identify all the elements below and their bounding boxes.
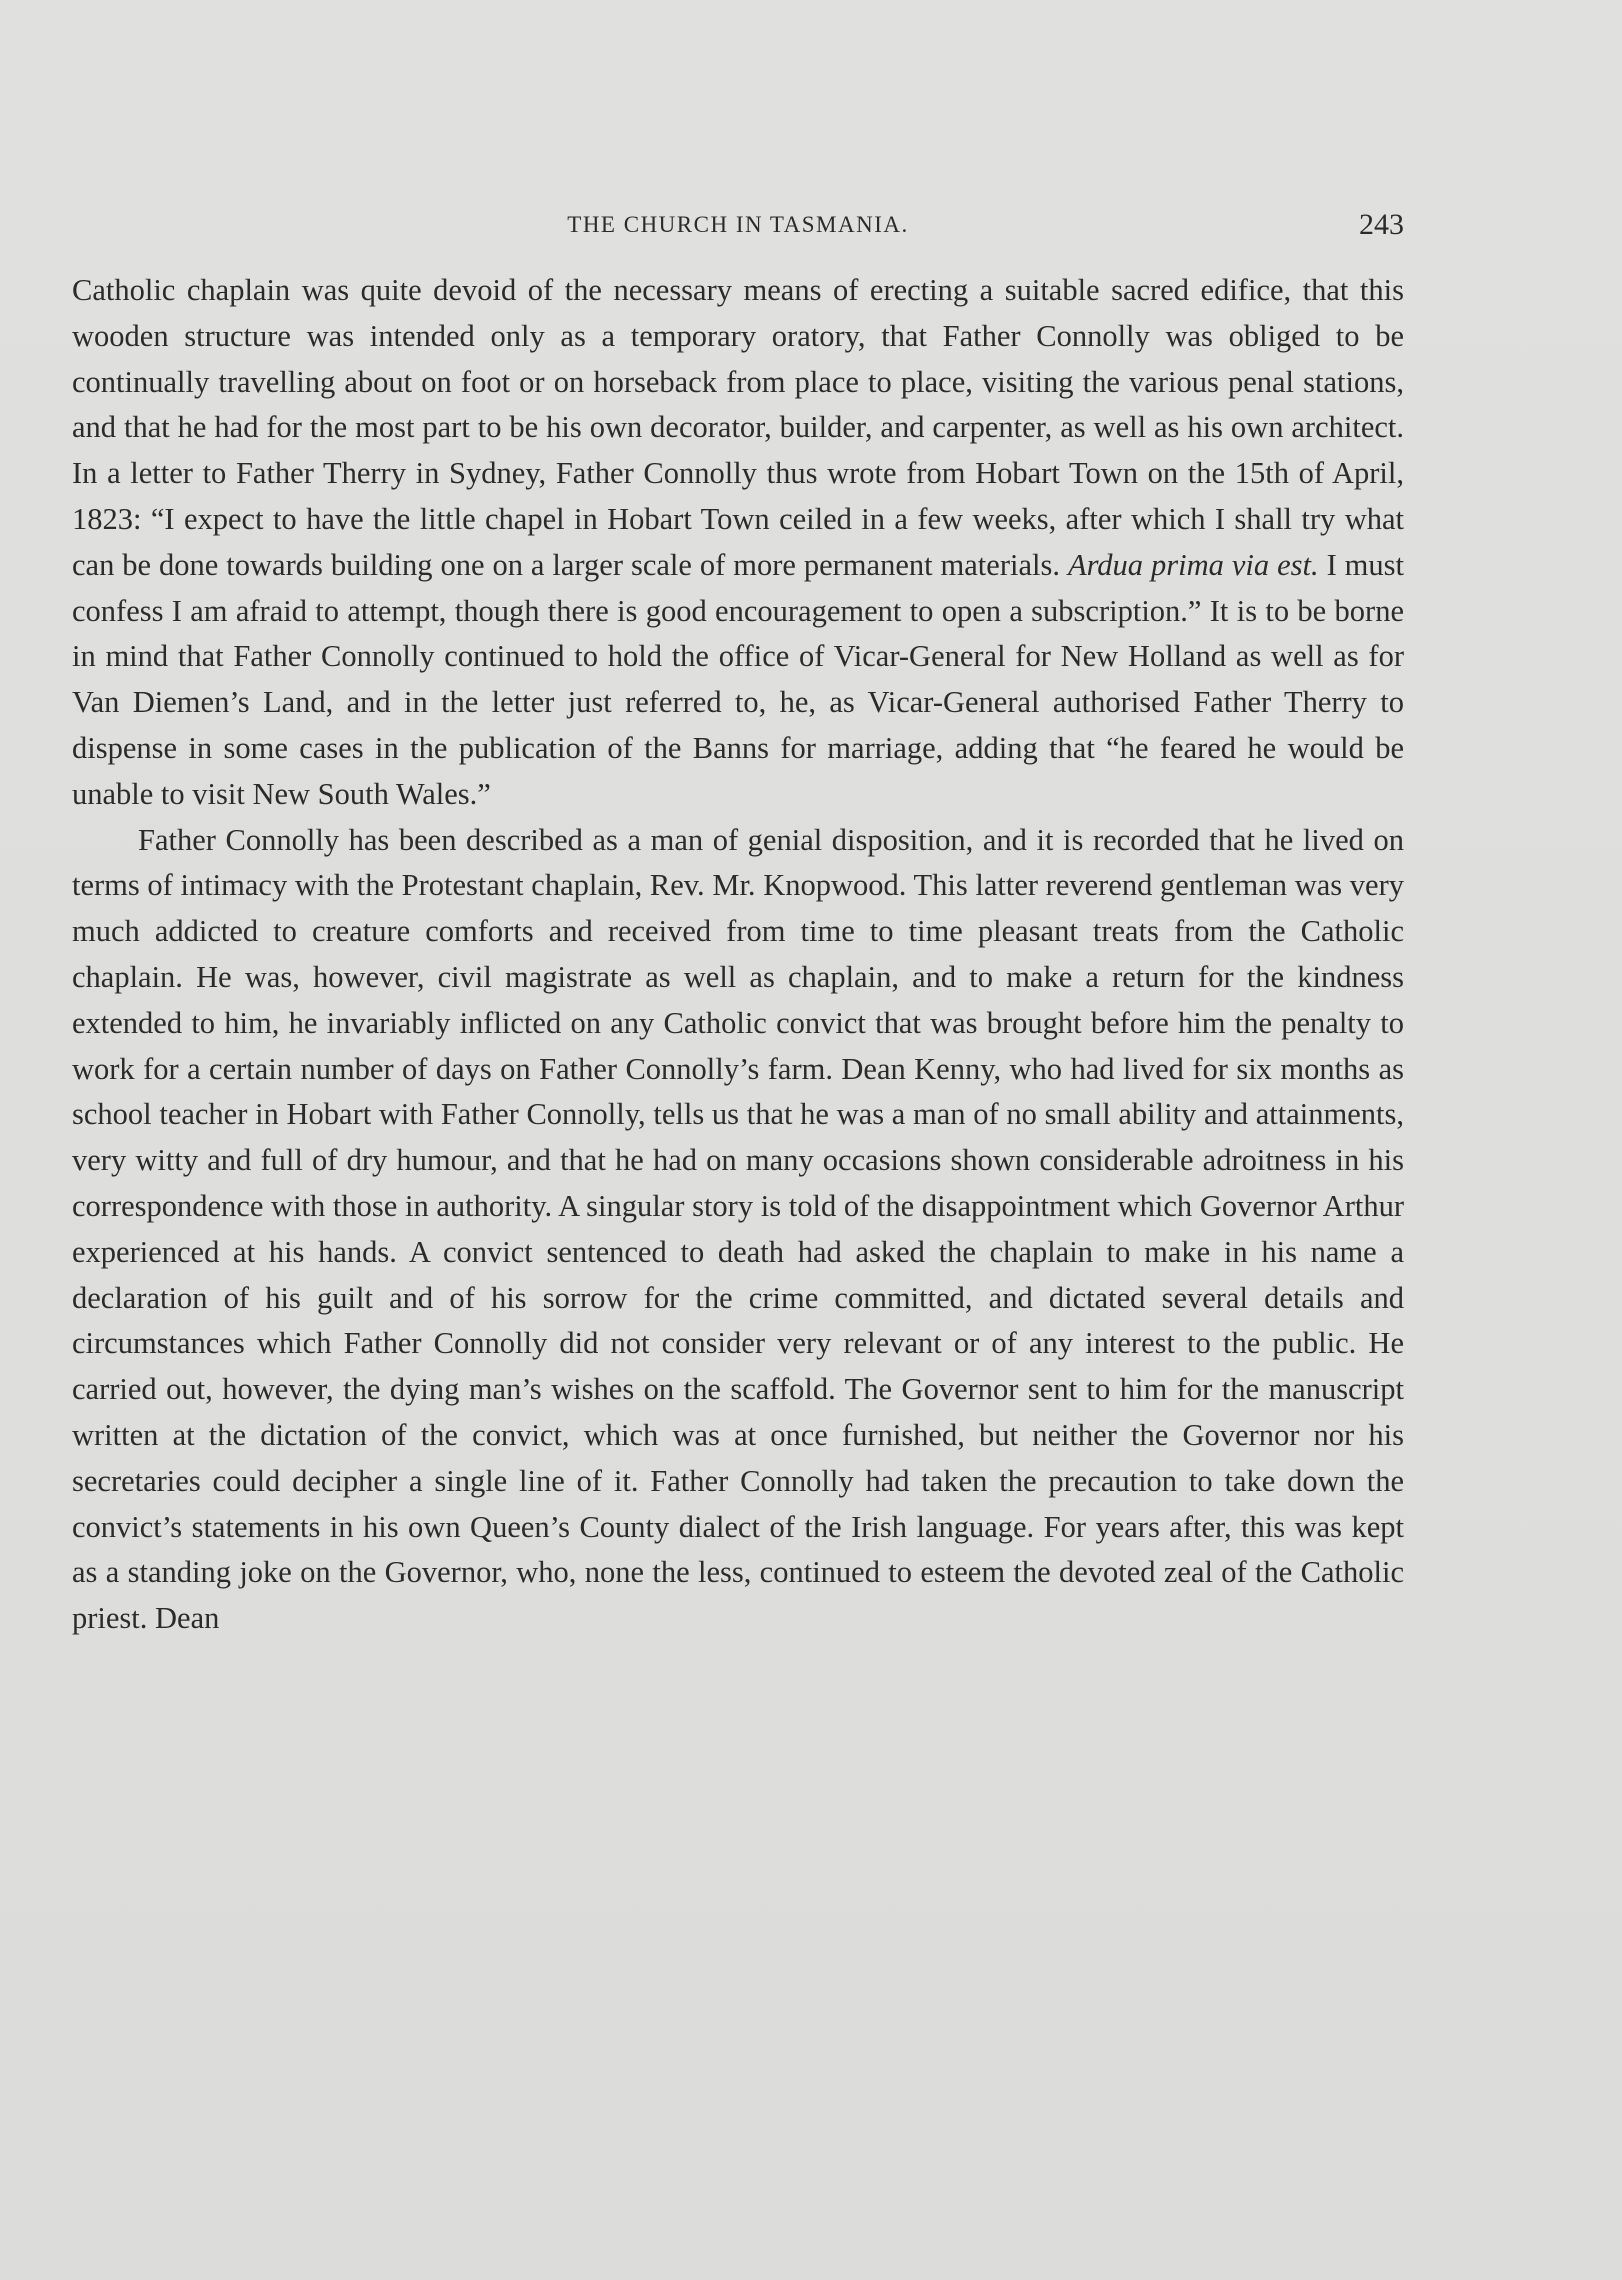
- running-title: THE CHURCH IN TASMANIA.: [567, 212, 909, 237]
- paragraph-1: [72, 268, 1404, 818]
- page-header: [72, 208, 1404, 248]
- page-number: 243: [1359, 208, 1404, 241]
- body-text: [72, 268, 1404, 1642]
- paragraph-1-text-start: Catholic chaplain was quite devoid of the necessary means of erecting a suitable sacred edifice, that this wooden structure was intended only as a temporary oratory, that Father Connolly was obliged to be continually travelling about on foot or on horseback from place to place, visiting the various penal stations, and that he had for the most part to be his own decorator, builder, and carpenter, as well as his own architect. In a letter to Father Therry in Sydney, Father Connolly thus wrote from Hobart Town on the 15th of April, 1823: “I expect to have the little chapel in Hobart Town ceiled in a few weeks, after which I shall try what can be done towards building one on a larger scale of more permanent materials.: [72, 273, 1404, 582]
- latin-phrase: Ardua prima via est.: [1067, 547, 1319, 582]
- paragraph-2: Father Connolly has been described as a man of genial disposition, and it is recorded that he lived on terms of intimacy with the Protestant chaplain, Rev. Mr. Knopwood. This latter reverend gentleman was very much addicted to creature comforts and received from time to time pleasant treats from the Catholic chaplain. He was, however, civil magistrate as well as chaplain, and to make a return for the kindness extended to him, he invariably inflicted on any Catholic convict that was brought before him the penalty to work for a certain number of days on Father Connolly’s farm. Dean Kenny, who had lived for six months as school teacher in Hobart with Father Connolly, tells us that he was a man of no small ability and attainments, very witty and full of dry humour, and that he had on many occasions shown considerable adroitness in his correspondence with those in authority. A singular story is told of the disappointment which Governor Arthur experienced at his hands. A convict sentenced to death had asked the chaplain to make in his name a declaration of his guilt and of his sorrow for the crime committed, and dictated several details and circumstances which Father Connolly did not consider very relevant or of any interest to the public. He carried out, however, the dying man’s wishes on the scaffold. The Governor sent to him for the manuscript written at the dictation of the convict, which was at once furnished, but neither the Governor nor his secretaries could decipher a single line of it. Father Connolly had taken the precaution to take down the convict’s statements in his own Queen’s County dialect of the Irish language. For years after, this was kept as a standing joke on the Governor, who, none the less, continued to esteem the devoted zeal of the Catholic priest. Dean: [72, 822, 1404, 1636]
- paragraph-1-text-end: I must confess I am afraid to attempt, though there is good encouragement to open a subscription.” It is to be borne in mind that Father Connolly continued to hold the office of Vicar-General for New Holland as well as for Van Diemen’s Land, and in the letter just referred to, he, as Vicar-General authorised Father Therry to dispense in some cases in the publication of the Banns for marriage, adding that “he feared he would be unable to visit New South Wales.”: [72, 547, 1405, 811]
